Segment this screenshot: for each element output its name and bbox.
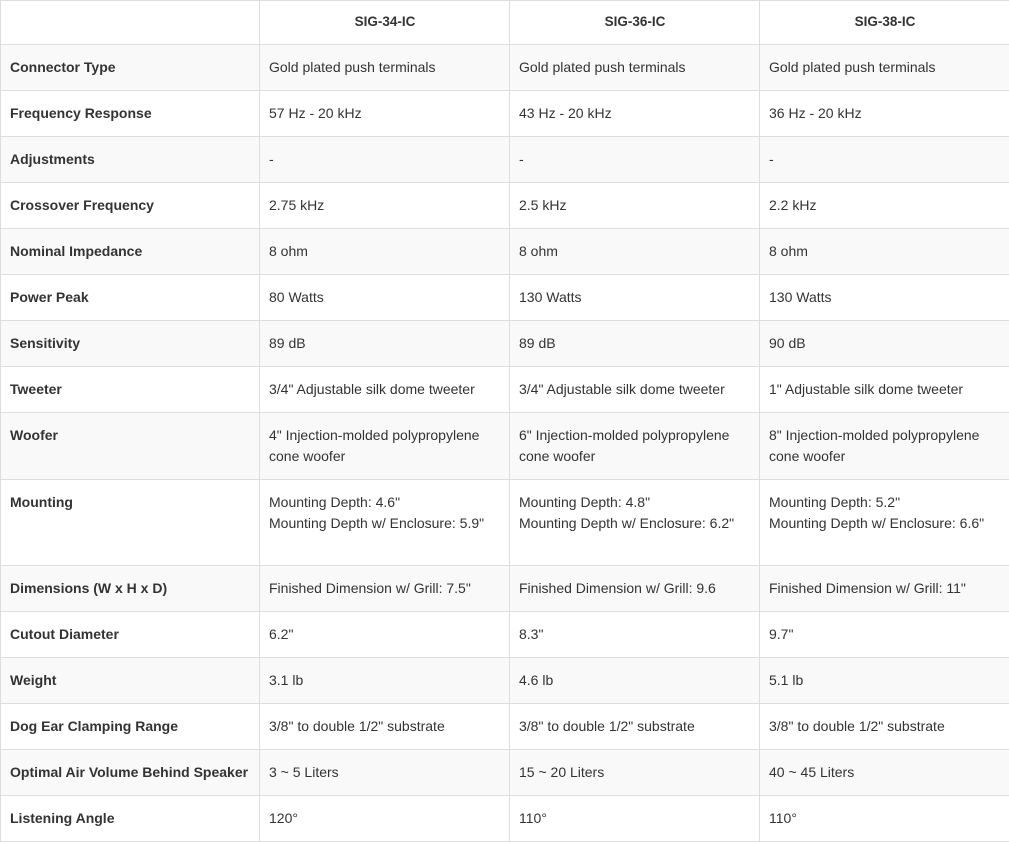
spec-value-text: 110° <box>519 808 751 829</box>
spec-value-cell <box>760 91 1009 137</box>
spec-label: Tweeter <box>1 367 260 413</box>
spec-value-text: 1" Adjustable silk dome tweeter <box>769 379 1001 400</box>
spec-value-text: 8 ohm <box>519 241 751 262</box>
table-row <box>1 480 1009 566</box>
spec-value-text: 36 Hz - 20 kHz <box>769 103 1001 124</box>
spec-value-text: 2.75 kHz <box>269 195 501 216</box>
table-row <box>1 658 1009 704</box>
spec-value-cell <box>260 367 510 413</box>
spec-value-cell <box>510 275 760 321</box>
spec-value-text: 90 dB <box>769 333 1001 354</box>
spec-value-cell <box>510 480 760 566</box>
spec-value-cell <box>760 704 1009 750</box>
spec-value-text: 8.3" <box>519 624 751 645</box>
spec-label: Woofer <box>1 413 260 480</box>
spec-label: Power Peak <box>1 275 260 321</box>
model-header-sig-34-ic: SIG-34-IC <box>260 1 510 45</box>
spec-value-text: 120° <box>269 808 501 829</box>
spec-label: Nominal Impedance <box>1 229 260 275</box>
spec-value-cell <box>260 45 510 91</box>
table-row <box>1 367 1009 413</box>
spec-value-cell <box>510 704 760 750</box>
spec-value-text: 3/4" Adjustable silk dome tweeter <box>269 379 501 400</box>
spec-value-text: Finished Dimension w/ Grill: 9.6 <box>519 578 751 599</box>
spec-value-text: 8 ohm <box>769 241 1001 262</box>
spec-label: Sensitivity <box>1 321 260 367</box>
spec-value-cell <box>510 45 760 91</box>
spec-value-cell <box>510 750 760 796</box>
spec-value-cell <box>510 229 760 275</box>
table-row <box>1 45 1009 91</box>
spec-value-cell <box>260 137 510 183</box>
spec-value-text: 4" Injection-molded polypropylene cone woofer <box>269 425 501 467</box>
spec-value-text: 130 Watts <box>769 287 1001 308</box>
spec-value-text: - <box>519 149 751 170</box>
spec-value-cell <box>510 796 760 842</box>
spec-value-cell <box>510 658 760 704</box>
spec-value-text: Mounting Depth w/ Enclosure: 6.2" <box>519 513 751 534</box>
spec-value-cell <box>510 91 760 137</box>
spec-label: Connector Type <box>1 45 260 91</box>
table-row <box>1 275 1009 321</box>
spec-value-text: 3/8" to double 1/2" substrate <box>769 716 1001 737</box>
spec-value-cell <box>760 796 1009 842</box>
spec-value-text: 2.5 kHz <box>519 195 751 216</box>
spec-value-cell <box>510 566 760 612</box>
spec-value-cell <box>760 480 1009 566</box>
table-body <box>1 45 1009 842</box>
spec-value-text: 2.2 kHz <box>769 195 1001 216</box>
spec-value-text: Mounting Depth w/ Enclosure: 5.9" <box>269 513 501 534</box>
spec-value-text: Mounting Depth: 4.8" <box>519 492 751 513</box>
spec-value-cell <box>260 480 510 566</box>
spec-value-cell <box>760 275 1009 321</box>
spec-value-cell <box>260 796 510 842</box>
spec-value-cell <box>760 413 1009 480</box>
spec-value-cell <box>510 612 760 658</box>
spec-label: Cutout Diameter <box>1 612 260 658</box>
spec-label: Mounting <box>1 480 260 566</box>
table-row <box>1 612 1009 658</box>
spec-value-cell <box>760 367 1009 413</box>
spec-value-text: 130 Watts <box>519 287 751 308</box>
spec-value-cell <box>260 229 510 275</box>
spec-value-text: 15 ~ 20 Liters <box>519 762 751 783</box>
spec-value-text: - <box>269 149 501 170</box>
spec-value-cell <box>510 413 760 480</box>
spec-label: Optimal Air Volume Behind Speaker <box>1 750 260 796</box>
spec-value-text: 89 dB <box>269 333 501 354</box>
spec-value-cell <box>760 658 1009 704</box>
spec-value-cell <box>260 91 510 137</box>
spec-value-text: 6.2" <box>269 624 501 645</box>
table-row <box>1 321 1009 367</box>
spec-value-text: 3 ~ 5 Liters <box>269 762 501 783</box>
spec-value-text: 40 ~ 45 Liters <box>769 762 1001 783</box>
spec-label: Crossover Frequency <box>1 183 260 229</box>
spec-value-text: 110° <box>769 808 1001 829</box>
spec-value-cell <box>760 612 1009 658</box>
spec-value-cell <box>760 45 1009 91</box>
spec-value-text: 3.1 lb <box>269 670 501 691</box>
spec-value-cell <box>760 229 1009 275</box>
spec-value-text: Gold plated push terminals <box>269 57 501 78</box>
spec-value-text: Gold plated push terminals <box>769 57 1001 78</box>
spec-label: Weight <box>1 658 260 704</box>
spec-value-text: 9.7" <box>769 624 1001 645</box>
spec-value-cell <box>760 321 1009 367</box>
spec-value-cell <box>260 658 510 704</box>
spec-value-text: 43 Hz - 20 kHz <box>519 103 751 124</box>
spec-value-cell <box>260 566 510 612</box>
spec-value-text: 5.1 lb <box>769 670 1001 691</box>
spec-value-text: Gold plated push terminals <box>519 57 751 78</box>
spec-label: Frequency Response <box>1 91 260 137</box>
table-row <box>1 229 1009 275</box>
spec-value-cell <box>760 137 1009 183</box>
spec-label: Listening Angle <box>1 796 260 842</box>
spec-value-cell <box>510 321 760 367</box>
spec-value-text: 3/4" Adjustable silk dome tweeter <box>519 379 751 400</box>
spec-value-text: 4.6 lb <box>519 670 751 691</box>
spec-value-text: 3/8" to double 1/2" substrate <box>519 716 751 737</box>
table-row <box>1 704 1009 750</box>
spec-value-cell <box>260 413 510 480</box>
spec-value-text: 3/8" to double 1/2" substrate <box>269 716 501 737</box>
spec-value-cell <box>760 183 1009 229</box>
spec-value-text: Mounting Depth: 4.6" <box>269 492 501 513</box>
spec-value-cell <box>760 566 1009 612</box>
spec-value-cell <box>510 183 760 229</box>
spec-value-cell <box>510 367 760 413</box>
spec-value-text: Mounting Depth: 5.2" <box>769 492 1001 513</box>
table-row <box>1 750 1009 796</box>
table-row <box>1 183 1009 229</box>
spec-value-text: 89 dB <box>519 333 751 354</box>
spec-value-cell <box>260 275 510 321</box>
spec-value-text: 8 ohm <box>269 241 501 262</box>
spec-value-text: Finished Dimension w/ Grill: 7.5" <box>269 578 501 599</box>
spec-value-cell <box>260 183 510 229</box>
header-row <box>1 1 1009 45</box>
spec-value-text: 57 Hz - 20 kHz <box>269 103 501 124</box>
spec-label: Dimensions (W x H x D) <box>1 566 260 612</box>
header-corner-cell <box>1 1 260 45</box>
spec-value-text: Mounting Depth w/ Enclosure: 6.6" <box>769 513 1001 534</box>
spec-label: Adjustments <box>1 137 260 183</box>
table-row <box>1 91 1009 137</box>
spec-value-cell <box>260 704 510 750</box>
table-row <box>1 566 1009 612</box>
spec-value-text: 8" Injection-molded polypropylene cone woofer <box>769 425 1001 467</box>
spec-value-text: 6" Injection-molded polypropylene cone woofer <box>519 425 751 467</box>
model-header-sig-36-ic: SIG-36-IC <box>510 1 760 45</box>
spec-value-text: Finished Dimension w/ Grill: 11" <box>769 578 1001 599</box>
spec-value-cell <box>260 750 510 796</box>
table-row <box>1 413 1009 480</box>
spec-value-cell <box>260 321 510 367</box>
spec-label: Dog Ear Clamping Range <box>1 704 260 750</box>
table-row <box>1 796 1009 842</box>
spec-value-text: - <box>769 149 1001 170</box>
spec-value-cell <box>260 612 510 658</box>
table-header <box>1 1 1009 45</box>
spec-value-cell <box>760 750 1009 796</box>
spec-value-text: 80 Watts <box>269 287 501 308</box>
spec-value-cell <box>510 137 760 183</box>
table-row <box>1 137 1009 183</box>
model-header-sig-38-ic: SIG-38-IC <box>760 1 1009 45</box>
